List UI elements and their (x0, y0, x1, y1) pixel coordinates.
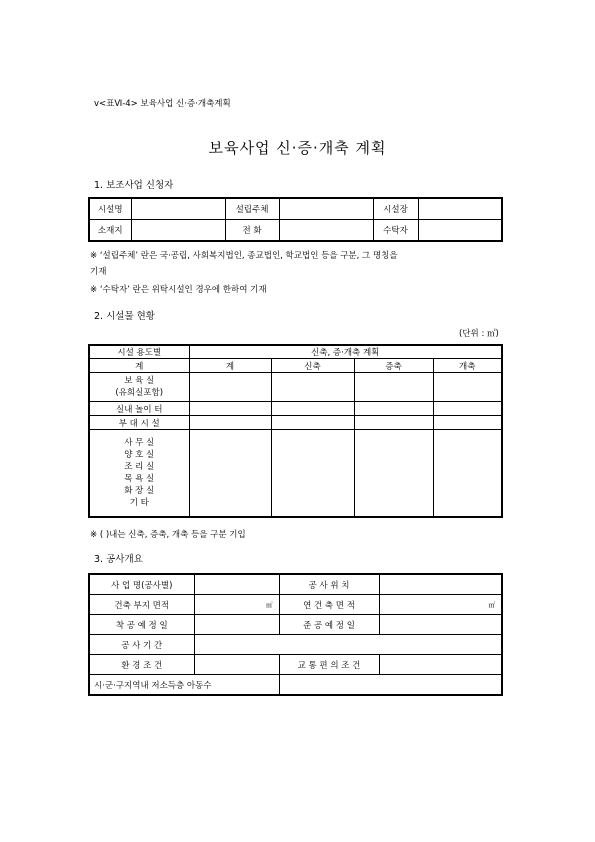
row-nursery: 보 육 실 (유희실포함) (89, 373, 189, 402)
cell[interactable] (189, 430, 271, 517)
cell[interactable] (271, 373, 354, 402)
row-other-rooms: 사 무 실 양 호 실 조 리 실 목 욕 실 화 장 실 기 타 (89, 430, 189, 517)
field-phone[interactable] (279, 220, 373, 242)
page-title: 보육사업 신·증·개축 계획 (208, 139, 387, 157)
cell[interactable] (433, 402, 502, 416)
col-extension: 증축 (354, 359, 433, 373)
label-trustee: 수탁자 (373, 220, 418, 242)
cell[interactable] (189, 402, 271, 416)
note-section-2: ※ ( )내는 신축, 증축, 개축 등을 구분 기입 (90, 530, 246, 540)
label-address: 소재지 (89, 220, 131, 242)
col-total-left: 계 (89, 359, 189, 373)
cell[interactable] (354, 373, 433, 402)
field-low-income-children[interactable] (279, 675, 502, 696)
field-trustee[interactable] (418, 220, 502, 242)
table-caption: v<표Ⅵ-4> 보육사업 신·증·개축계획 (94, 99, 231, 109)
field-start-date[interactable] (194, 615, 279, 635)
header-usage: 시설 용도별 (89, 345, 189, 359)
applicant-table (88, 197, 503, 242)
label-facility-name: 시설명 (89, 198, 131, 220)
col-total: 계 (189, 359, 271, 373)
cell[interactable] (433, 430, 502, 517)
cell[interactable] (354, 402, 433, 416)
cell[interactable] (433, 373, 502, 402)
cell[interactable] (271, 402, 354, 416)
header-plan: 신축, 증·개축 계획 (189, 345, 502, 359)
row-auxiliary: 부 대 시 설 (89, 416, 189, 430)
cell[interactable] (433, 416, 502, 430)
unit-label: (단위 : ㎡) (459, 329, 499, 339)
row-playground: 실내 놀이 터 (89, 402, 189, 416)
note-founder: ※ ‘설립주체’ 란은 국·공립, 사회복지법인, 종교법인, 학교법인 등을 구분, 그 명칭을 (90, 251, 398, 261)
label-site-area: 건축 부지 면적 (89, 595, 194, 615)
label-duration: 공 사 기 간 (89, 635, 194, 655)
construction-table (88, 573, 503, 696)
field-facility-name[interactable] (131, 198, 225, 220)
cell[interactable] (189, 416, 271, 430)
section-2-heading: 2. 시설물 현황 (94, 311, 155, 322)
section-3-heading: 3. 공사개요 (94, 554, 143, 565)
cell[interactable] (354, 416, 433, 430)
field-duration[interactable] (194, 635, 502, 655)
field-project-name[interactable] (194, 574, 279, 595)
field-site-location[interactable] (379, 574, 502, 595)
label-end-date: 준 공 예 정 일 (279, 615, 379, 635)
field-floor-area[interactable]: ㎡ (379, 595, 502, 615)
col-rebuild: 개축 (433, 359, 502, 373)
cell[interactable] (354, 430, 433, 517)
label-founder: 설립주체 (225, 198, 279, 220)
field-director[interactable] (418, 198, 502, 220)
label-director: 시설장 (373, 198, 418, 220)
note-founder-cont: 기재 (90, 267, 107, 277)
cell[interactable] (271, 416, 354, 430)
section-1-heading: 1. 보조사업 신청자 (94, 180, 174, 191)
cell[interactable] (189, 373, 271, 402)
field-site-area[interactable]: ㎡ (194, 595, 279, 615)
label-start-date: 착 공 예 정 일 (89, 615, 194, 635)
field-transport[interactable] (379, 655, 502, 675)
facility-table (88, 344, 503, 518)
label-floor-area: 연 건 축 면 적 (279, 595, 379, 615)
label-project-name: 사 업 명(공사별) (89, 574, 194, 595)
field-end-date[interactable] (379, 615, 502, 635)
label-transport: 교 통 편 의 조 건 (279, 655, 379, 675)
cell[interactable] (271, 430, 354, 517)
field-founder[interactable] (279, 198, 373, 220)
note-trustee: ※ ‘수탁자’ 란은 위탁시설인 경우에 한하여 기재 (90, 285, 267, 295)
label-phone: 전 화 (225, 220, 279, 242)
field-environment[interactable] (194, 655, 279, 675)
field-address[interactable] (131, 220, 225, 242)
col-new: 신축 (271, 359, 354, 373)
label-low-income-children: 시·군·구지역내 저소득층 아동수 (89, 675, 279, 696)
label-environment: 환 경 조 건 (89, 655, 194, 675)
label-site-location: 공 사 위 치 (279, 574, 379, 595)
